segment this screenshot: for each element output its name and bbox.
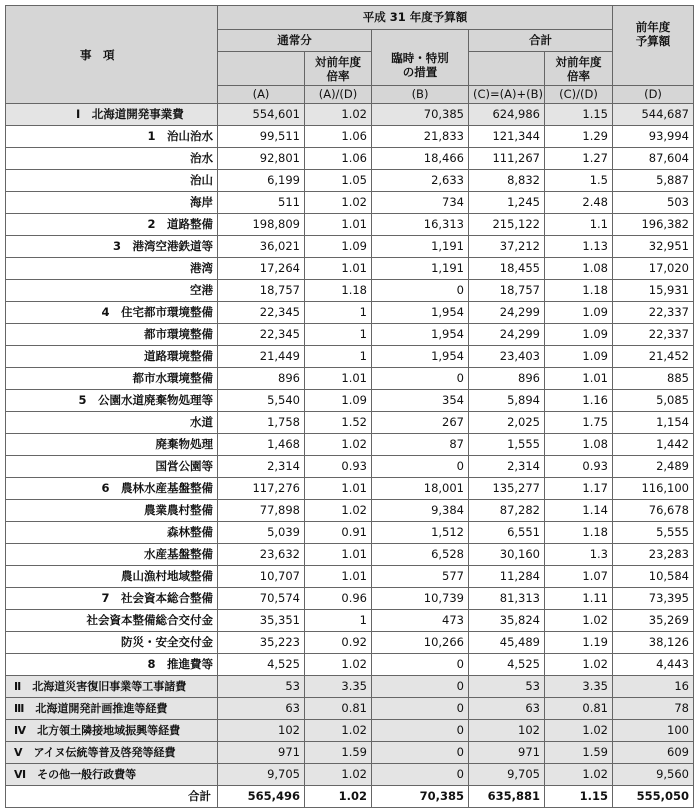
cell-cd: 1.59	[545, 742, 613, 764]
cell-c: 24,299	[469, 324, 545, 346]
cell-a: 1,468	[218, 434, 305, 456]
cell-ad: 1.01	[305, 258, 372, 280]
table-row	[6, 654, 694, 676]
cell-b: 0	[372, 764, 469, 786]
cell-c: 30,160	[469, 544, 545, 566]
row-label: Ⅴ アイヌ伝統等普及啓発等経費	[6, 742, 218, 764]
cell-cd: 1.02	[545, 610, 613, 632]
cell-d: 544,687	[613, 104, 694, 126]
cell-a: 2,314	[218, 456, 305, 478]
cell-ad: 1.06	[305, 126, 372, 148]
cell-ad: 0.92	[305, 632, 372, 654]
cell-ad: 1.01	[305, 368, 372, 390]
cell-d: 21,452	[613, 346, 694, 368]
cell-ad: 1.02	[305, 434, 372, 456]
cell-c: 635,881	[469, 786, 545, 808]
cell-cd: 1.02	[545, 654, 613, 676]
row-label: 1 治山治水	[6, 126, 218, 148]
row-label: 道路環境整備	[6, 346, 218, 368]
cell-b: 0	[372, 698, 469, 720]
cell-ad: 1.05	[305, 170, 372, 192]
row-label: Ⅳ 北方領土隣接地域振興等経費	[6, 720, 218, 742]
cell-ad: 1.02	[305, 104, 372, 126]
code-cd: (C)/(D)	[545, 86, 613, 104]
cell-b: 0	[372, 742, 469, 764]
cell-ad: 1	[305, 610, 372, 632]
cell-a: 5,039	[218, 522, 305, 544]
cell-cd: 1.17	[545, 478, 613, 500]
cell-b: 267	[372, 412, 469, 434]
cell-c: 63	[469, 698, 545, 720]
cell-cd: 1.08	[545, 258, 613, 280]
cell-c: 87,282	[469, 500, 545, 522]
cell-c: 18,455	[469, 258, 545, 280]
cell-a: 22,345	[218, 302, 305, 324]
cell-d: 609	[613, 742, 694, 764]
cell-d: 100	[613, 720, 694, 742]
table-body	[6, 104, 694, 808]
cell-a: 35,351	[218, 610, 305, 632]
table-row	[6, 544, 694, 566]
cell-cd: 1.29	[545, 126, 613, 148]
cell-a: 77,898	[218, 500, 305, 522]
cell-d: 78	[613, 698, 694, 720]
table-row	[6, 170, 694, 192]
table-row	[6, 148, 694, 170]
header-item: 事 項	[6, 6, 218, 104]
cell-cd: 1.75	[545, 412, 613, 434]
cell-ad: 0.91	[305, 522, 372, 544]
table-row	[6, 126, 694, 148]
cell-b: 473	[372, 610, 469, 632]
cell-b: 18,466	[372, 148, 469, 170]
cell-b: 354	[372, 390, 469, 412]
code-a: (A)	[218, 86, 305, 104]
cell-b: 1,954	[372, 346, 469, 368]
row-label: 海岸	[6, 192, 218, 214]
cell-d: 32,951	[613, 236, 694, 258]
table-row	[6, 698, 694, 720]
cell-d: 4,443	[613, 654, 694, 676]
cell-c: 8,832	[469, 170, 545, 192]
header-ratio-prev: 対前年度 倍率	[305, 52, 372, 86]
cell-cd: 1.07	[545, 566, 613, 588]
cell-c: 102	[469, 720, 545, 742]
table-header	[6, 6, 694, 104]
cell-d: 22,337	[613, 324, 694, 346]
cell-c: 24,299	[469, 302, 545, 324]
cell-b: 10,266	[372, 632, 469, 654]
table-row	[6, 478, 694, 500]
cell-c: 23,403	[469, 346, 545, 368]
cell-d: 555,050	[613, 786, 694, 808]
cell-cd: 1.18	[545, 280, 613, 302]
row-label: 2 道路整備	[6, 214, 218, 236]
cell-cd: 1.08	[545, 434, 613, 456]
cell-c: 81,313	[469, 588, 545, 610]
cell-cd: 1.18	[545, 522, 613, 544]
row-label: Ⅵ その他一般行政費等	[6, 764, 218, 786]
cell-ad: 1.01	[305, 214, 372, 236]
table-row	[6, 456, 694, 478]
cell-c: 215,122	[469, 214, 545, 236]
code-ad: (A)/(D)	[305, 86, 372, 104]
row-label: 水産基盤整備	[6, 544, 218, 566]
cell-c: 4,525	[469, 654, 545, 676]
table-row	[6, 390, 694, 412]
cell-a: 4,525	[218, 654, 305, 676]
cell-d: 5,085	[613, 390, 694, 412]
cell-ad: 1.09	[305, 390, 372, 412]
cell-ad: 1.18	[305, 280, 372, 302]
cell-a: 63	[218, 698, 305, 720]
cell-a: 117,276	[218, 478, 305, 500]
cell-b: 0	[372, 280, 469, 302]
cell-b: 10,739	[372, 588, 469, 610]
cell-b: 1,512	[372, 522, 469, 544]
cell-b: 1,191	[372, 236, 469, 258]
cell-cd: 1.3	[545, 544, 613, 566]
cell-a: 92,801	[218, 148, 305, 170]
cell-a: 18,757	[218, 280, 305, 302]
table-row	[6, 500, 694, 522]
cell-a: 896	[218, 368, 305, 390]
cell-b: 21,833	[372, 126, 469, 148]
cell-a: 17,264	[218, 258, 305, 280]
cell-b: 0	[372, 676, 469, 698]
cell-a: 21,449	[218, 346, 305, 368]
cell-a: 198,809	[218, 214, 305, 236]
cell-ad: 1	[305, 324, 372, 346]
cell-cd: 1.13	[545, 236, 613, 258]
cell-c: 18,757	[469, 280, 545, 302]
cell-c: 1,555	[469, 434, 545, 456]
cell-d: 76,678	[613, 500, 694, 522]
header-special: 臨時・特別 の措置	[372, 30, 469, 86]
cell-a: 22,345	[218, 324, 305, 346]
cell-c: 37,212	[469, 236, 545, 258]
table-row	[6, 258, 694, 280]
cell-cd: 0.93	[545, 456, 613, 478]
row-label: 防災・安全交付金	[6, 632, 218, 654]
table-row	[6, 632, 694, 654]
cell-ad: 1.02	[305, 764, 372, 786]
cell-d: 5,555	[613, 522, 694, 544]
row-label: Ⅰ 北海道開発事業費	[6, 104, 218, 126]
row-label: 8 推進費等	[6, 654, 218, 676]
cell-b: 0	[372, 654, 469, 676]
cell-ad: 1.01	[305, 566, 372, 588]
cell-c: 121,344	[469, 126, 545, 148]
row-label: 都市水環境整備	[6, 368, 218, 390]
cell-a: 53	[218, 676, 305, 698]
cell-cd: 3.35	[545, 676, 613, 698]
table-row	[6, 412, 694, 434]
cell-b: 70,385	[372, 786, 469, 808]
header-normal-blank	[218, 52, 305, 86]
cell-d: 5,887	[613, 170, 694, 192]
cell-d: 503	[613, 192, 694, 214]
cell-c: 111,267	[469, 148, 545, 170]
table-row	[6, 786, 694, 808]
cell-c: 9,705	[469, 764, 545, 786]
cell-ad: 1.06	[305, 148, 372, 170]
cell-c: 2,314	[469, 456, 545, 478]
cell-cd: 1.14	[545, 500, 613, 522]
cell-cd: 1.15	[545, 786, 613, 808]
table-row	[6, 214, 694, 236]
cell-b: 1,954	[372, 324, 469, 346]
cell-ad: 0.96	[305, 588, 372, 610]
code-c: (C)=(A)+(B)	[469, 86, 545, 104]
cell-cd: 1.11	[545, 588, 613, 610]
cell-b: 87	[372, 434, 469, 456]
cell-c: 896	[469, 368, 545, 390]
cell-d: 9,560	[613, 764, 694, 786]
cell-a: 5,540	[218, 390, 305, 412]
cell-a: 971	[218, 742, 305, 764]
table-row	[6, 720, 694, 742]
cell-b: 734	[372, 192, 469, 214]
cell-cd: 1.27	[545, 148, 613, 170]
table-row	[6, 302, 694, 324]
row-label: 国営公園等	[6, 456, 218, 478]
row-label: Ⅱ 北海道災害復旧事業等工事諸費	[6, 676, 218, 698]
table-row	[6, 566, 694, 588]
row-label: 4 住宅都市環境整備	[6, 302, 218, 324]
row-label: 治水	[6, 148, 218, 170]
table-row	[6, 610, 694, 632]
cell-b: 0	[372, 368, 469, 390]
cell-c: 971	[469, 742, 545, 764]
table-row	[6, 742, 694, 764]
table-row	[6, 368, 694, 390]
cell-b: 9,384	[372, 500, 469, 522]
cell-ad: 1.02	[305, 654, 372, 676]
cell-ad: 1.59	[305, 742, 372, 764]
cell-cd: 1.02	[545, 764, 613, 786]
table-row	[6, 236, 694, 258]
cell-c: 6,551	[469, 522, 545, 544]
cell-a: 511	[218, 192, 305, 214]
cell-cd: 1.15	[545, 104, 613, 126]
row-label: 空港	[6, 280, 218, 302]
cell-a: 9,705	[218, 764, 305, 786]
cell-d: 885	[613, 368, 694, 390]
cell-d: 23,283	[613, 544, 694, 566]
cell-d: 22,337	[613, 302, 694, 324]
table-row	[6, 522, 694, 544]
cell-c: 53	[469, 676, 545, 698]
cell-c: 2,025	[469, 412, 545, 434]
header-budget-title: 平成 31 年度予算額	[218, 6, 613, 30]
cell-ad: 1.52	[305, 412, 372, 434]
cell-ad: 1.01	[305, 544, 372, 566]
cell-ad: 0.93	[305, 456, 372, 478]
table-row	[6, 104, 694, 126]
cell-b: 70,385	[372, 104, 469, 126]
cell-a: 6,199	[218, 170, 305, 192]
row-label: 5 公園水道廃棄物処理等	[6, 390, 218, 412]
cell-cd: 0.81	[545, 698, 613, 720]
cell-cd: 1.09	[545, 302, 613, 324]
cell-c: 35,824	[469, 610, 545, 632]
cell-d: 93,994	[613, 126, 694, 148]
row-label: 水道	[6, 412, 218, 434]
table-row	[6, 764, 694, 786]
row-label: 社会資本整備総合交付金	[6, 610, 218, 632]
cell-c: 11,284	[469, 566, 545, 588]
cell-ad: 0.81	[305, 698, 372, 720]
table-row	[6, 346, 694, 368]
row-label: 農業農村整備	[6, 500, 218, 522]
cell-d: 73,395	[613, 588, 694, 610]
cell-cd: 1.02	[545, 720, 613, 742]
cell-d: 17,020	[613, 258, 694, 280]
row-label: 森林整備	[6, 522, 218, 544]
cell-a: 35,223	[218, 632, 305, 654]
cell-d: 116,100	[613, 478, 694, 500]
cell-b: 2,633	[372, 170, 469, 192]
cell-b: 577	[372, 566, 469, 588]
cell-d: 87,604	[613, 148, 694, 170]
cell-b: 0	[372, 456, 469, 478]
cell-ad: 1.02	[305, 500, 372, 522]
row-label: 合計	[6, 786, 218, 808]
cell-b: 6,528	[372, 544, 469, 566]
cell-a: 70,574	[218, 588, 305, 610]
row-label: 廃棄物処理	[6, 434, 218, 456]
cell-a: 99,511	[218, 126, 305, 148]
cell-c: 45,489	[469, 632, 545, 654]
cell-ad: 1.02	[305, 786, 372, 808]
cell-cd: 1.09	[545, 346, 613, 368]
cell-cd: 1.16	[545, 390, 613, 412]
cell-c: 135,277	[469, 478, 545, 500]
table-row	[6, 280, 694, 302]
cell-a: 554,601	[218, 104, 305, 126]
header-total: 合計	[469, 30, 613, 52]
budget-table	[5, 5, 694, 808]
row-label: Ⅲ 北海道開発計画推進等経費	[6, 698, 218, 720]
cell-d: 35,269	[613, 610, 694, 632]
cell-c: 624,986	[469, 104, 545, 126]
cell-d: 15,931	[613, 280, 694, 302]
header-prev-year: 前年度 予算額	[613, 6, 694, 86]
cell-a: 10,707	[218, 566, 305, 588]
cell-d: 1,442	[613, 434, 694, 456]
header-normal: 通常分	[218, 30, 372, 52]
cell-ad: 1.02	[305, 720, 372, 742]
table-row	[6, 324, 694, 346]
cell-d: 2,489	[613, 456, 694, 478]
cell-b: 0	[372, 720, 469, 742]
table-row	[6, 192, 694, 214]
cell-cd: 1.09	[545, 324, 613, 346]
cell-cd: 1.01	[545, 368, 613, 390]
cell-cd: 1.19	[545, 632, 613, 654]
cell-d: 196,382	[613, 214, 694, 236]
cell-ad: 1	[305, 302, 372, 324]
cell-c: 1,245	[469, 192, 545, 214]
cell-cd: 1.5	[545, 170, 613, 192]
cell-cd: 1.1	[545, 214, 613, 236]
row-label: 農山漁村地域整備	[6, 566, 218, 588]
row-label: 6 農林水産基盤整備	[6, 478, 218, 500]
cell-a: 1,758	[218, 412, 305, 434]
cell-b: 18,001	[372, 478, 469, 500]
row-label: 港湾	[6, 258, 218, 280]
cell-d: 38,126	[613, 632, 694, 654]
row-label: 都市環境整備	[6, 324, 218, 346]
header-total-blank	[469, 52, 545, 86]
cell-ad: 1	[305, 346, 372, 368]
cell-a: 36,021	[218, 236, 305, 258]
cell-ad: 1.01	[305, 478, 372, 500]
cell-b: 1,191	[372, 258, 469, 280]
cell-a: 565,496	[218, 786, 305, 808]
cell-ad: 1.09	[305, 236, 372, 258]
cell-c: 5,894	[469, 390, 545, 412]
table-row	[6, 588, 694, 610]
cell-d: 10,584	[613, 566, 694, 588]
code-d: (D)	[613, 86, 694, 104]
cell-d: 1,154	[613, 412, 694, 434]
cell-ad: 3.35	[305, 676, 372, 698]
row-label: 7 社会資本総合整備	[6, 588, 218, 610]
cell-a: 23,632	[218, 544, 305, 566]
table-row	[6, 676, 694, 698]
cell-d: 16	[613, 676, 694, 698]
header-ratio-prev2: 対前年度 倍率	[545, 52, 613, 86]
table-row	[6, 434, 694, 456]
row-label: 治山	[6, 170, 218, 192]
cell-ad: 1.02	[305, 192, 372, 214]
row-label: 3 港湾空港鉄道等	[6, 236, 218, 258]
code-b: (B)	[372, 86, 469, 104]
cell-b: 1,954	[372, 302, 469, 324]
cell-cd: 2.48	[545, 192, 613, 214]
cell-b: 16,313	[372, 214, 469, 236]
cell-a: 102	[218, 720, 305, 742]
